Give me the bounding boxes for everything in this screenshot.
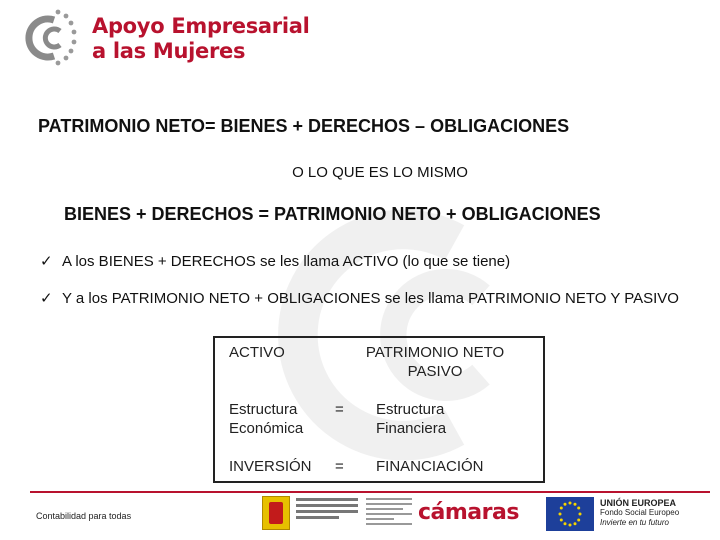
header-line: PASIVO bbox=[407, 363, 463, 380]
equivalent-equation-heading: BIENES + DERECHOS = PATRIMONIO NETO + OBLIGACIONES bbox=[64, 204, 601, 224]
footer-divider bbox=[30, 491, 710, 493]
financiacion-cell: FINANCIACIÓN bbox=[376, 458, 484, 475]
footer-caption: Contabilidad para todas bbox=[36, 511, 132, 521]
cell-line: Financiera bbox=[376, 420, 447, 437]
camaras-logo: cámaras bbox=[418, 500, 519, 525]
estructura-economica bbox=[229, 400, 303, 438]
equals-sign: = bbox=[335, 401, 344, 418]
cell-line: Estructura bbox=[376, 401, 445, 418]
brand-name bbox=[92, 14, 310, 64]
table-header-patrimonio-pasivo bbox=[350, 343, 520, 381]
eu-fund: Fondo Social Europeo bbox=[600, 508, 680, 517]
bullet-text: Y a los PATRIMONIO NETO + OBLIGACIONES se les llama PATRIMONIO NETO Y PASIVO bbox=[62, 290, 679, 307]
eu-funding-text bbox=[600, 498, 679, 528]
brand-name-line1: Apoyo Empresarial bbox=[92, 14, 310, 38]
brand-logo-icon bbox=[18, 8, 78, 68]
ministry-logo-icon bbox=[296, 498, 358, 522]
checkmark-icon: ✓ bbox=[40, 253, 53, 270]
eu-flag-icon bbox=[546, 497, 594, 531]
spain-coat-of-arms-icon bbox=[262, 496, 290, 530]
connector-text: O LO QUE ES LO MISMO bbox=[292, 164, 468, 181]
cell-line: Económica bbox=[229, 420, 304, 437]
bullet-patrimonio-pasivo bbox=[37, 289, 697, 308]
eu-slogan: Invierte en tu futuro bbox=[600, 518, 669, 527]
header-line: PATRIMONIO NETO bbox=[365, 344, 505, 361]
brand-name-line2: a las Mujeres bbox=[92, 39, 246, 63]
equation-heading: PATRIMONIO NETO= BIENES + DERECHOS – OBLIGACIONES bbox=[38, 116, 570, 136]
table-header-activo: ACTIVO bbox=[229, 344, 285, 361]
cell-line: Estructura bbox=[229, 401, 298, 418]
estructura-financiera bbox=[376, 400, 446, 438]
bullet-activo bbox=[40, 252, 510, 270]
equals-sign: = bbox=[335, 458, 344, 475]
eu-name: UNIÓN EUROPEA bbox=[600, 498, 677, 508]
bullet-text: A los BIENES + DERECHOS se les llama ACTIVO (lo que se tiene) bbox=[62, 253, 511, 270]
inversion-cell: INVERSIÓN bbox=[229, 458, 312, 475]
institution-logo-icon bbox=[366, 498, 412, 528]
checkmark-icon: ✓ bbox=[40, 290, 53, 307]
